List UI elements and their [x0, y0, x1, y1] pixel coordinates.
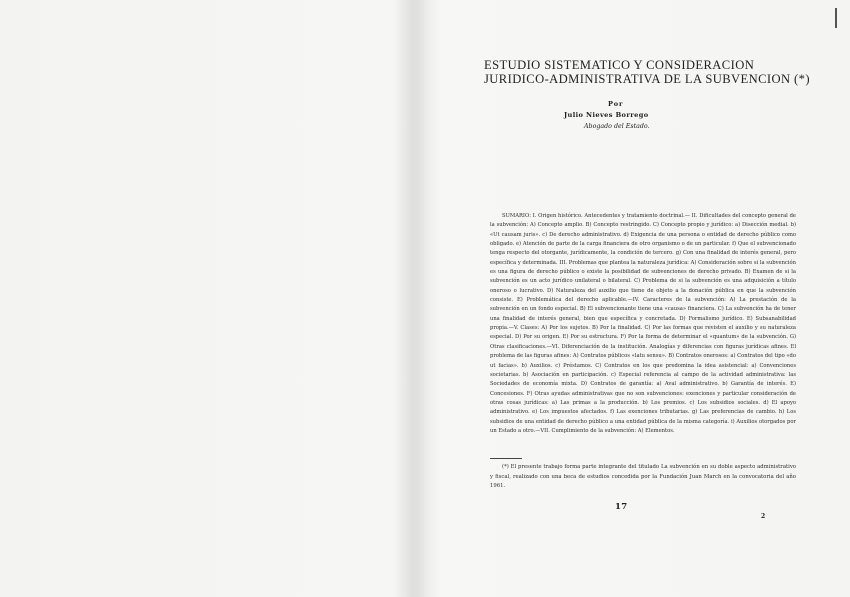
summary-block [490, 212, 796, 436]
book-fold-shadow [395, 0, 431, 597]
footnote-divider [490, 458, 522, 459]
footnote-text: (*) El presente trabajo forma parte integrante del titulado La subvención en su doble aspecto administrativo y fiscal, realizado con una beca de estudios concedida por la Fundación Juan March en la convocatoria del año 1961. [490, 464, 796, 489]
edge-mark [835, 8, 837, 28]
document-page [432, 0, 810, 597]
summary-text: SUMARIO: I. Origen histórico. Antecedentes y tratamiento doctrinal.— II. Dificultades del concepto general de la subvención: A) Concepto amplio. B) Concepto restringido. C) Concepto propio y jurídico: a) Disección medial. b) «Ut causam juris». c) De derecho administrativo. d) Exigencia de una persona o entidad de derecho público como obligado. e) Atención de parte de la carga financiera de otro organismo o de un particular. f) Que el subvencionado tenga respecto del otorgante, jurídicamente, la condición de tercero. g) Con una finalidad de interés general, pero específica y determinada. III. Problemas que plantea la naturaleza jurídica: A) Consideración sobre si la subvención es una figura de derecho público o existe la posibilidad de subvenciones de derecho privado. B) Examen de si la subvención es un acto jurídico unilateral o bilateral. C) Problema de si la subvención es una adquisición a título oneroso o lucrativo. D) Naturaleza del auxilio que tiene de objeto a la donación pública en que la subvención consiste. E) Problemática del derecho aplicable.—IV. Caracteres de la subvención: A) La prestación de la subvención en un fondo especial. B) El subvencionante tiene una «causa» financiera. C) La subvención ha de tener una finalidad de interés general, bien que específica y concretada. D) Formalismo jurídico. E) Subsanabilidad propia.—V. Clases: A) Por los sujetos. B) Por la finalidad. C) Por las formas que revisten el auxilio y su naturaleza especial. D) Por su origen. E) Por su estructura. F) Por la forma de determinar el «quantum» de la subvención. G) Otras clasificaciones.—VI. Diferenciación de la institución. Analogías y diferencias con figuras jurídicas afines. El problema de las figuras afines: A) Contratos públicos «latu sensu». B) Contratos onerosos: a) Contratos del tipo «do ut facias». b) Auxilios. c) Préstamos. C) Contratos en los que predomina la idea asistencial: a) Convenciones societarias. b) Asociación en participación. c) Especial referencia al campo de la actividad administrativa: las Sociedades de economía mixta. D) Contratos de garantía: a) Aval administrativo. b) Garantía de interés. E) Concesiones. F) Otras ayudas administrativas que no son subvenciones: exenciones y particular consideración de otras cosas jurídicas: a) Las primas a la producción. b) Los premios. c) Los subsidios sociales. d) El apoyo administrativo. e) Los impuestos afectados. f) Las exenciones tributarias. g) Las preferencias de cambio. h) Los subsidios de una entidad de derecho público a una entidad pública de la misma categoría. i) Auxilios otorgados por un Estado a otro.—VII. Cumplimiento de la subvención: A) Elementos. [490, 213, 796, 434]
footnote-block [490, 463, 796, 492]
article-title [484, 58, 810, 86]
author-name: Julio Nieves Borrego [564, 111, 649, 119]
folio-number: 17 [615, 502, 628, 512]
title-line-1: ESTUDIO SISTEMATICO Y CONSIDERACION [484, 58, 755, 72]
title-line-2: JURIDICO-ADMINISTRATIVA DE LA SUBVENCION (*) [484, 72, 810, 86]
byline-por: Por [608, 100, 624, 108]
author-role: Abogado del Estado. [584, 123, 650, 130]
page-number: 2 [761, 513, 766, 520]
